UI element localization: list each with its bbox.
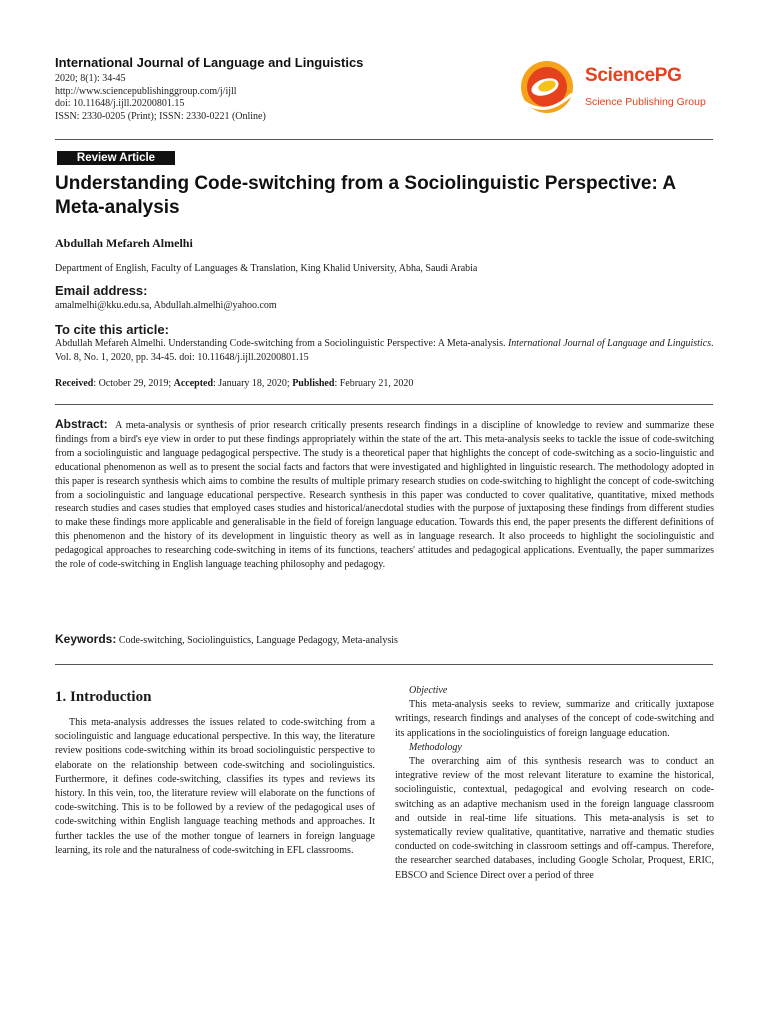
article-type-badge: Review Article bbox=[57, 151, 175, 165]
header-divider bbox=[55, 139, 713, 140]
logo-subtitle: Science Publishing Group bbox=[585, 96, 706, 108]
keywords-text: Code-switching, Sociolinguistics, Language Pedagogy, Meta-analysis bbox=[118, 635, 398, 646]
email-addresses[interactable]: amalmelhi@kku.edu.sa, Abdullah.almelhi@yahoo.com bbox=[55, 300, 277, 311]
citation bbox=[55, 337, 715, 364]
published-date: : February 21, 2020 bbox=[334, 378, 414, 389]
publication-dates bbox=[55, 378, 413, 389]
accepted-label: Accepted bbox=[173, 378, 214, 389]
body-top-divider bbox=[55, 664, 713, 665]
article-title: Understanding Code-switching from a Sociolinguistic Perspective: A Meta-analysis bbox=[55, 173, 676, 218]
section-heading-introduction: 1. Introduction bbox=[55, 689, 152, 705]
doi[interactable]: doi: 10.11648/j.ijll.20200801.15 bbox=[55, 98, 185, 109]
received-label: Received bbox=[55, 378, 94, 389]
citation-text: Abdullah Mefareh Almelhi. Understanding Code-switching from a Sociolinguistic Perspective: A Meta-analysis. bbox=[55, 338, 508, 349]
issn: ISSN: 2330-0205 (Print); ISSN: 2330-0221 (Online) bbox=[55, 110, 266, 122]
methodology-paragraph: The overarching aim of this synthesis research was to conduct an integrative review of the most relevant literature to examine the historical, sociolinguistic, contextual, pedagogical and evolving research on code-switching as an adaptive mechanism used in the foreign language classroom and outside in real-time life situations. This meta-analysis is set to systematically review qualitative, quantitative, narrative and thematic studies conducted on code-switching in classroom settings and off-campus. Therefore, the researcher searched databases, including Google Scholar, Proquest, ERIC, EBSCO and Science Direct over a period of three bbox=[395, 756, 714, 881]
citation-tail: . Vol. 8, No. 1, 2020, pp. 34-45. doi: 10.11648/j.ijll.20200801.15 bbox=[55, 338, 714, 363]
cite-heading: To cite this article: bbox=[55, 322, 169, 337]
received-date: : October 29, 2019; bbox=[93, 378, 174, 389]
abstract-top-divider bbox=[55, 404, 713, 405]
journal-url[interactable]: http://www.sciencepublishinggroup.com/j/ijll bbox=[55, 85, 237, 97]
published-label: Published bbox=[292, 378, 335, 389]
introduction-paragraph: This meta-analysis addresses the issues related to code-switching from a sociolinguistic and language educational perspective. In this way, the literature review positions code-switching within its broad sociolinguistic perspective to elaborate on the relationship between code-switching and sociolinguistics. Furthermore, it defines code-switching, classifies its types and reviews its history. In this vein, too, the literature review will elaborate on the functions of code-switching. This is to be followed by a review of the pedagogical uses of code-switching within English language teaching methods and approaches. It further tackles the use of the mother tongue of learners in foreign language learning, its role and the naturalness of code-switching in EFL classrooms. bbox=[55, 717, 375, 856]
abstract bbox=[55, 418, 714, 572]
email-heading: Email address: bbox=[55, 283, 148, 298]
methodology-heading: Methodology bbox=[409, 741, 462, 753]
abstract-label: Abstract: bbox=[55, 417, 108, 431]
objective-heading: Objective bbox=[409, 685, 448, 696]
issue-info: 2020; 8(1): 34-45 bbox=[55, 73, 126, 84]
right-column bbox=[395, 684, 714, 883]
keywords bbox=[55, 632, 714, 646]
author-name: Abdullah Mefareh Almelhi bbox=[55, 236, 193, 250]
logo-name: SciencePG bbox=[585, 65, 682, 86]
author-affiliation: Department of English, Faculty of Languages & Translation, King Khalid University, Abha, Saudi Arabia bbox=[55, 263, 478, 274]
objective-paragraph: This meta-analysis seeks to review, summarize and critically juxtapose writings, research findings and analyses of the concept of code-switching and its applications in the sociolinguistics of foreign language education. bbox=[395, 699, 714, 739]
journal-title: International Journal of Language and Linguistics bbox=[55, 55, 364, 70]
citation-journal: International Journal of Language and Linguistics bbox=[507, 338, 712, 349]
abstract-text: A meta-analysis or synthesis of prior research critically presents research findings in a discipline of knowledge to review and summarize these findings from a bird's eye view in order to put these findings appropriately within the state of the art. This meta-analysis seeks to tackle the issue of code-switching from a sociolinguistic and language pedagogical perspective. The study is a theoretical paper that highlights the concept of code-switching as a socio-linguistic and educational phenomenon as well as to present the social facts and factors that were investigated and highlighted in linguistic research. The methodology adopted in this paper is research synthesis which aims to combine the results of multiple primary research studies on code-switching to highlight the concept of code-switching from a sociolinguistic and language educational perspective. Research synthesis in this paper was conducted to cover qualitative, quantitative, mixed methods research studies and cases studies that employed cases studies and historical/anecdotal studies with the purpose of juxtaposing these findings from different studies to make these findings more applicable and generalisable in the field of foreign language education. Towards this end, the paper presents the different definitions of this phenomenon and the history of its development in linguistic theory as well as in language research. It also proceeds to highlight the sociolinguistic and pedagogical approaches to researching code-switching in items of its functions, teachers' attitudes and pedagogical applications. Eventually, the paper summarizes the role of code-switching in English language teaching philosophy and pedagogy. bbox=[55, 420, 715, 571]
accepted-date: : January 18, 2020; bbox=[213, 378, 293, 389]
keywords-label: Keywords: bbox=[55, 632, 117, 646]
